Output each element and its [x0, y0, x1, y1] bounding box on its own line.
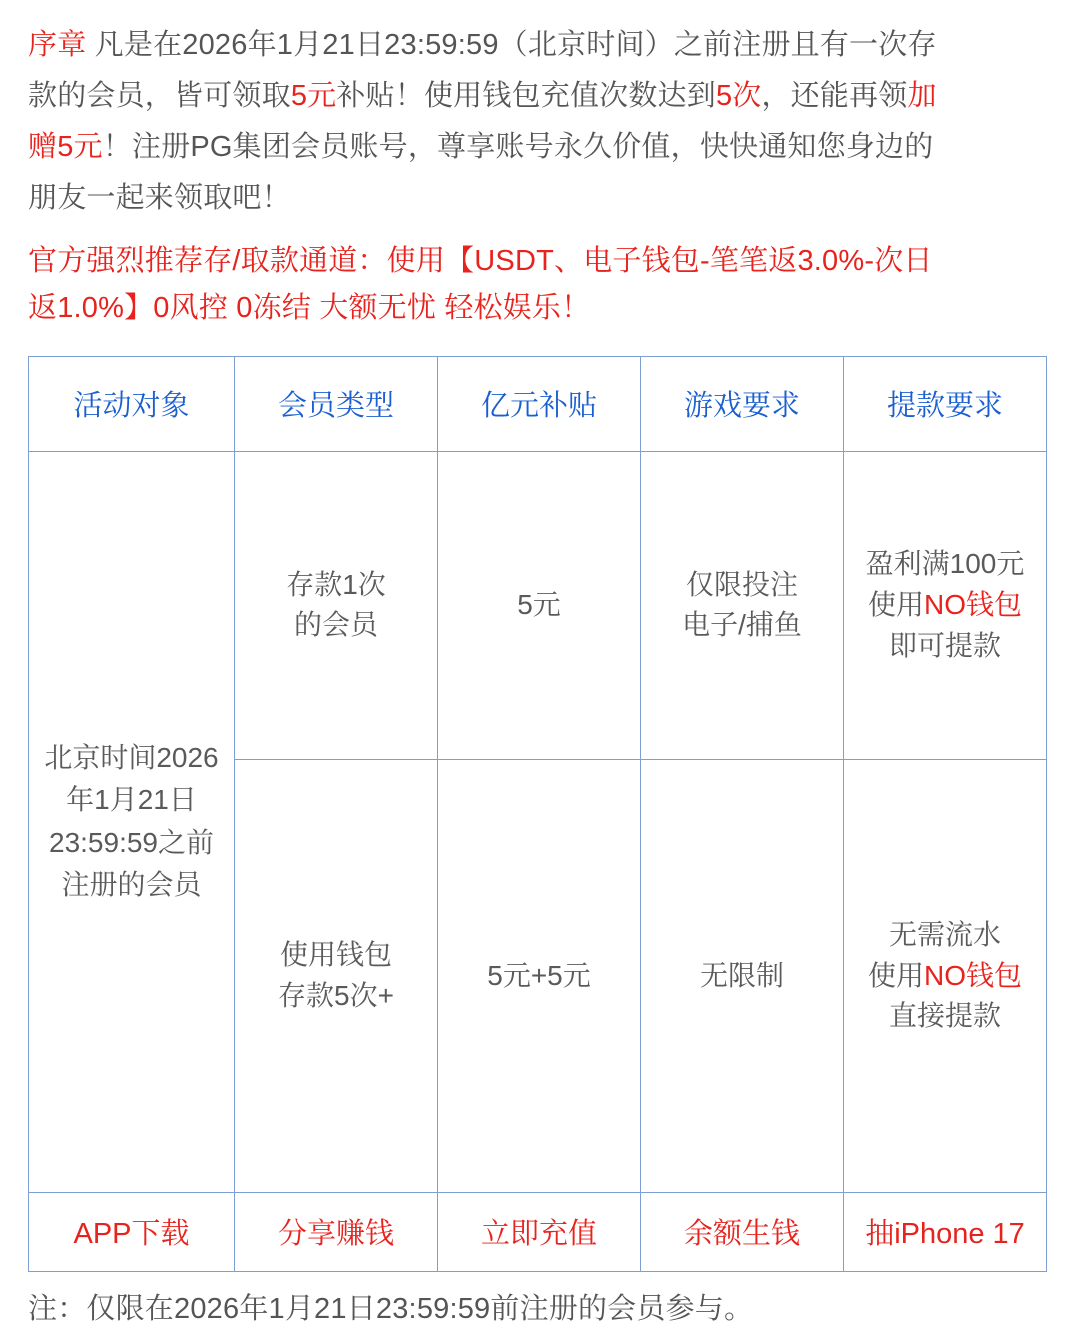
table-links-row: [29, 1192, 1047, 1271]
link-balance-earn[interactable]: 余额生钱: [641, 1192, 844, 1271]
link-app-download[interactable]: APP下载: [29, 1192, 235, 1271]
subsidy-2-value: 5元+5元: [487, 959, 591, 991]
member-type-1-line-2: 的会员: [293, 609, 378, 641]
member-type-2-line-2: 存款5次+: [278, 979, 394, 1011]
intro-line-4-text: 朋友一起来领取吧！: [28, 181, 291, 214]
promotion-table: [28, 356, 1047, 1272]
intro-line-1-text: 凡是在2026年1月21日23:59:59（北京时间）之前注册且有一次存: [86, 29, 937, 61]
column-header-activity-object: 活动对象: [29, 356, 235, 451]
footnote-text: 注：仅限在2026年1月21日23:59:59前注册的会员参与。: [28, 1292, 754, 1325]
cell-activity-object: [29, 451, 235, 1192]
column-header-game-requirement: 游戏要求: [641, 356, 844, 451]
cell-member-type-1: [235, 451, 438, 759]
cell-game-requirement-2: [641, 759, 844, 1192]
cell-game-requirement-1: [641, 451, 844, 759]
table-header-row: [29, 356, 1047, 451]
withdraw-2-line-2: [852, 956, 1038, 997]
cell-subsidy-1: [438, 451, 641, 759]
notice-line-1: 官方强烈推荐存/取款通道：使用【USDT、电子钱包-笔笔返3.0%-次日: [28, 244, 933, 277]
withdraw-1-wallet-highlight: NO钱包: [924, 589, 1023, 621]
cell-withdraw-requirement-2: [844, 759, 1047, 1192]
column-header-withdraw-requirement: 提款要求: [844, 356, 1047, 451]
cell-withdraw-requirement-1: [844, 451, 1047, 759]
notice-line-2: 返1.0%】0风控 0冻结 大额无忧 轻松娱乐！: [28, 291, 591, 324]
withdraw-2-wallet-highlight: NO钱包: [924, 959, 1023, 991]
activity-object-text: 北京时间2026年1月21日23:59:59之前注册的会员: [44, 741, 219, 901]
game-requirement-1-line-1: 仅限投注: [685, 568, 798, 600]
link-iphone-lottery[interactable]: 抽iPhone 17: [844, 1192, 1047, 1271]
withdraw-1-line-3: 即可提款: [888, 629, 1001, 661]
withdraw-1-line-1: 盈利满100元: [865, 548, 1025, 580]
column-header-member-type: 会员类型: [235, 356, 438, 451]
member-type-2-line-1: 使用钱包: [279, 939, 392, 971]
intro-line-2-text-b: 补贴！使用钱包充值次数达到: [336, 79, 716, 112]
intro-line-4: [28, 175, 1052, 222]
withdraw-1-line-2-text: 使用: [867, 589, 924, 621]
intro-highlight-bonus-5yuan: 赠5元: [28, 130, 103, 163]
withdraw-2-line-1: 无需流水: [888, 918, 1001, 950]
column-header-subsidy: 亿元补贴: [438, 356, 641, 451]
withdraw-2-line-2-text: 使用: [867, 959, 924, 991]
link-recharge-now[interactable]: 立即充值: [438, 1192, 641, 1271]
intro-highlight-bonus-start: 加: [907, 79, 937, 112]
intro-line-1: [28, 22, 1052, 69]
game-requirement-2-line-1: 无限制: [699, 959, 784, 991]
intro-highlight-5times: 5次: [715, 79, 762, 112]
member-type-1-line-1: 存款1次: [286, 568, 386, 600]
subsidy-1-value: 5元: [517, 589, 561, 621]
intro-line-2: [28, 73, 1052, 120]
link-share-earn[interactable]: 分享赚钱: [235, 1192, 438, 1271]
intro-line-2-text-a: 款的会员，皆可领取: [28, 79, 291, 112]
payment-channel-notice: [28, 238, 1052, 332]
cell-member-type-2: [235, 759, 438, 1192]
intro-paragraph: [28, 22, 1052, 222]
intro-line-3: [28, 124, 1052, 171]
withdraw-1-line-2: [852, 585, 1038, 626]
withdraw-2-line-3: 直接提款: [888, 1000, 1001, 1032]
intro-line-3-text: ！注册PG集团会员账号，尊享账号永久价值，快快通知您身边的: [102, 130, 934, 163]
intro-prefix-label: 序章: [28, 29, 87, 61]
intro-line-2-text-c: ，还能再领: [761, 79, 908, 112]
cell-subsidy-2: [438, 759, 641, 1192]
game-requirement-1-line-2: 电子/捕鱼: [682, 609, 802, 641]
intro-highlight-5yuan: 5元: [290, 79, 337, 112]
table-row: [29, 451, 1047, 759]
